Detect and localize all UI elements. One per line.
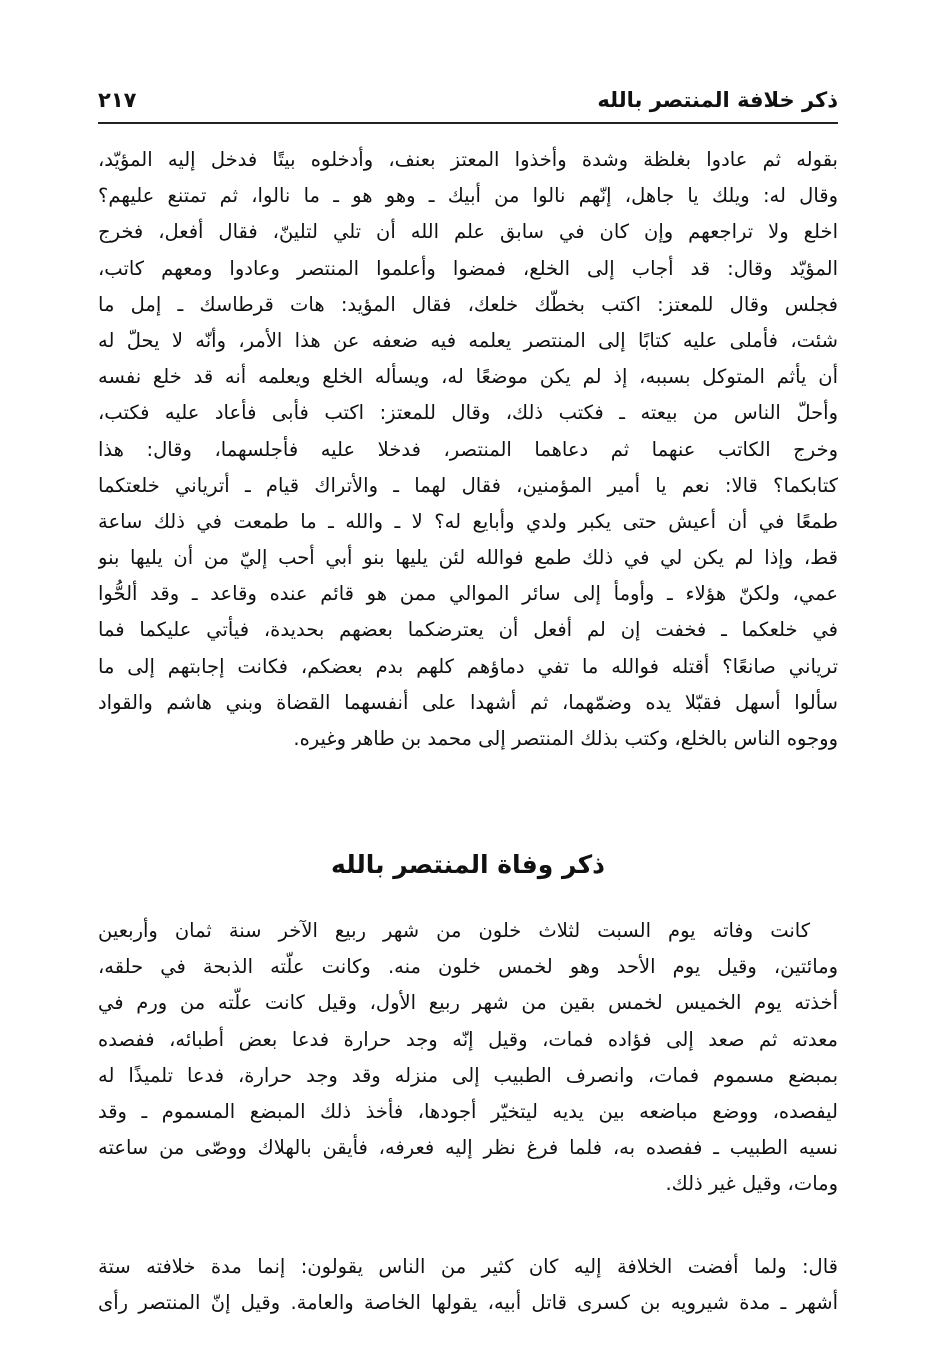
text-line: طمعًا في أن أعيش حتى يكبر ولدي وأبايع له؟ لا ـ والله ـ ما طمعت في ذلك ساعة bbox=[98, 509, 838, 533]
paragraph-3 bbox=[98, 1249, 838, 1321]
text-line: المؤيّد وقال: قد أجاب إلى الخلع، فمضوا وأعلموا المنتصر وعادوا ومعهم كاتب، bbox=[98, 256, 838, 280]
text-line: أن يأثم المتوكل بسببه، إذ لم يكن موضعًا له، ويسأله الخلع ويعلمه أنه قد خلع نفسه bbox=[98, 365, 838, 389]
text-line: قال: ولما أفضت الخلافة إليه كان كثير من الناس يقولون: إنما مدة خلافته ستة bbox=[98, 1255, 838, 1278]
text-line: شئت، فأملى عليه كتابًا إلى المنتصر يعلمه فيه ضعفه عن هذا الأمر، وأنّه لا يحلّ له bbox=[98, 328, 838, 352]
text-line: بقوله ثم عادوا بغلظة وشدة وأخذوا المعتز بعنف، وأدخلوه بيتًا فدخل إليه المؤيّد، bbox=[98, 148, 838, 171]
text-line: ليفصده، ووضع مباضعه بين يديه ليتخيّر أجودها، فأخذ ذلك المبضع المسموم ـ وقد bbox=[98, 1099, 838, 1123]
text-line: قط، وإذا لم يكن لي في ذلك طمع فوالله لئن يليها بنو أبي أحب إليّ من أن يليها بنو bbox=[98, 546, 838, 570]
text-line: اخلع ولا تراجعهم وإن كان في سابق علم الله أن تلي لتلينّ، فقال أفعل، فخرج bbox=[98, 220, 838, 244]
text-line: نسيه الطبيب ـ ففصده به، فلما فرغ نظر إليه فعرفه، فأيقن بالهلاك ووصّى من ساعته bbox=[98, 1136, 838, 1160]
text-line: ترياني صانعًا؟ أقتله فوالله ما تفي دماؤهم كلهم بدم بعضكم، فكانت إجابتهم إلى ما bbox=[98, 654, 838, 678]
text-line: كانت وفاته يوم السبت لثلاث خلون من شهر ربيع الآخر سنة ثمان وأربعين bbox=[98, 919, 810, 942]
text-line: وأحلّ الناس من بيعته ـ فكتب ذلك، وقال للمعتز: اكتب فأبى فأعاد عليه فكتب، bbox=[98, 401, 838, 425]
text-line: بمبضع مسموم فمات، وانصرف الطبيب إلى منزله وقد وجد حرارة، فدعا تلميذًا له bbox=[98, 1063, 838, 1087]
paragraph-1 bbox=[98, 142, 838, 757]
text-line: في خلعكما ـ فخفت إن لم أفعل أن يعترضكما بعضهم بحديدة، فيأتي عليكما فما bbox=[98, 618, 838, 642]
text-line: كتابكما؟ قالا: نعم يا أمير المؤمنين، فقال لهما ـ والأتراك قيام ـ أترياني خلعتكما bbox=[98, 473, 838, 497]
text-line: أخذته يوم الخميس لخمس بقين من شهر ربيع الأول، وقيل كانت علّته من ورم في bbox=[98, 991, 838, 1015]
text-line: عمي، ولكنّ هؤلاء ـ وأومأ إلى سائر الموالي ممن هو قائم عنده وقاعد ـ وقد ألحُّوا bbox=[98, 582, 838, 606]
text-line: ووجوه الناس بالخلع، وكتب بذلك المنتصر إلى محمد بن طاهر وغيره. bbox=[293, 727, 838, 750]
text-line: وخرج الكاتب عنهما ثم دعاهما المنتصر، فدخلا عليه فأجلسهما، وقال: هذا bbox=[98, 437, 838, 461]
paragraph-2 bbox=[98, 913, 838, 1203]
text-line: فجلس وقال للمعتز: اكتب بخطّك خلعك، فقال المؤيد: هات قرطاسك ـ إمل ما bbox=[98, 292, 838, 316]
text-line: ومات، وقيل غير ذلك. bbox=[665, 1172, 838, 1196]
text-line: معدته ثم صعد إلى فؤاده فمات، وقيل إنّه وجد حرارة فدعا بعض أطبائه، ففصده bbox=[98, 1027, 838, 1051]
section-heading: ذكر وفاة المنتصر بالله bbox=[331, 850, 605, 879]
running-header bbox=[98, 82, 838, 124]
text-line: ومائتين، وقيل يوم الأحد وهو لخمس خلون منه. وكانت علّته الذبحة في حلقه، bbox=[98, 955, 838, 979]
text-line: سألوا أسهل فقبّلا يده وضمّهما، ثم أشهدا على أنفسهما القضاة وبني هاشم والقواد bbox=[98, 690, 838, 714]
text-line: وقال له: ويلك يا جاهل، إنّهم نالوا من أبيك ـ وهو هو ـ ما نالوا، ثم تمتنع عليهم؟ bbox=[98, 184, 838, 208]
text-line: أشهر ـ مدة شيرويه بن كسرى قاتل أبيه، يقولها الخاصة والعامة. وقيل إنّ المنتصر رأى bbox=[98, 1291, 838, 1315]
chapter-title: ذكر خلافة المنتصر بالله bbox=[597, 88, 838, 112]
page-number: ٢١٧ bbox=[98, 88, 137, 112]
